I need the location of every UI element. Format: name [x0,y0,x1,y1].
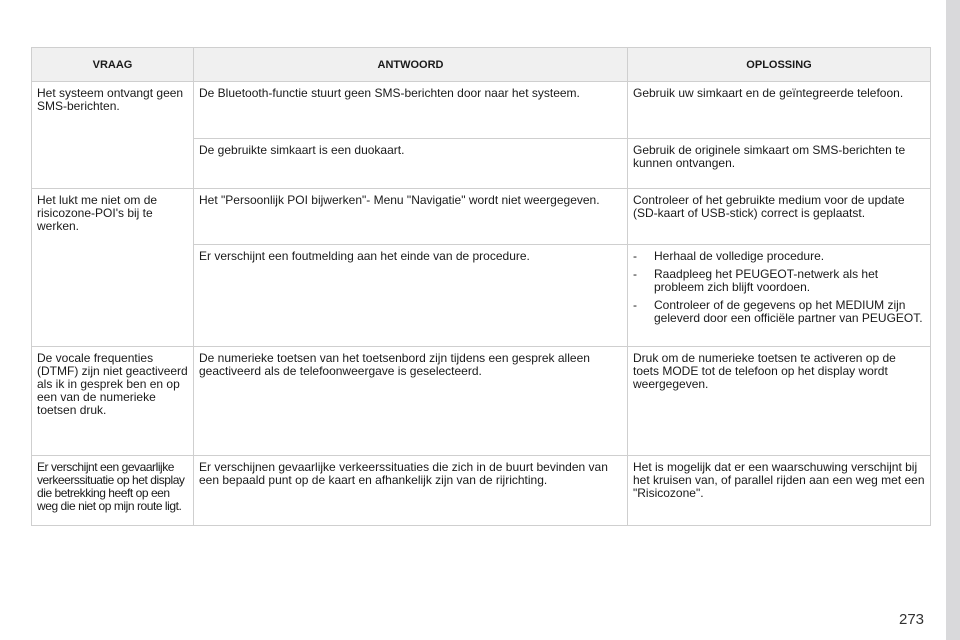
table-header-row [32,48,931,82]
table-row [32,82,931,139]
question-cell: Er verschijnt een gevaarlijke verkeerssituatie op het display die betrekking heeft op een weg die niet op mijn route ligt. [32,456,194,526]
answer-cell: De Bluetooth-functie stuurt geen SMS-berichten door naar het systeem. [194,82,628,139]
list-item: - Raadpleeg het PEUGEOT-netwerk als het probleem zich blijft voordoen. [633,267,879,294]
question-cell: Het systeem ontvangt geen SMS-berichten. [32,82,194,189]
question-cell: De vocale frequenties (DTMF) zijn niet geactiveerd als ik in gesprek ben en op een van de numerieke toetsen druk. [32,347,194,456]
solution-cell: Gebruik uw simkaart en de geïntegreerde telefoon. [628,82,931,139]
header-solution: OPLOSSING [628,48,931,82]
header-question: VRAAG [32,48,194,82]
answer-cell: Er verschijnt een foutmelding aan het einde van de procedure. [194,245,628,347]
table-row [32,347,931,456]
table-row [32,456,931,526]
table-row [32,189,931,245]
answer-cell: De numerieke toetsen van het toetsenbord zijn tijdens een gesprek alleen geactiveerd als de telefoonweergave is geselecteerd. [194,347,628,456]
page-number: 273 [899,611,925,628]
page-side-strip [946,0,960,640]
answer-cell: Er verschijnen gevaarlijke verkeerssituaties die zich in de buurt bevinden van een bepaald punt op de kaart en afhankelijk zijn van de rijrichting. [194,456,628,526]
solution-cell: Het is mogelijk dat er een waarschuwing verschijnt bij het kruisen van, of parallel rijden aan een weg met een "Risicozone". [628,456,931,526]
answer-cell: De gebruikte simkaart is een duokaart. [194,139,628,189]
faq-table [31,47,931,526]
solution-cell [628,245,931,347]
header-answer: ANTWOORD [194,48,628,82]
list-item: - Herhaal de volledige procedure. [633,249,825,263]
list-item: - Controleer of de gegevens op het MEDIUM zijn geleverd door een officiële partner van PEUGEOT. [633,298,923,325]
question-cell: Het lukt me niet om de risicozone-POI's bij te werken. [32,189,194,347]
solution-list [633,250,925,325]
solution-cell: Gebruik de originele simkaart om SMS-berichten te kunnen ontvangen. [628,139,931,189]
solution-cell: Controleer of het gebruikte medium voor de update (SD-kaart of USB-stick) correct is geplaatst. [628,189,931,245]
answer-cell: Het "Persoonlijk POI bijwerken"- Menu "Navigatie" wordt niet weergegeven. [194,189,628,245]
solution-cell: Druk om de numerieke toetsen te activeren op de toets MODE tot de telefoon op het display wordt weergegeven. [628,347,931,456]
